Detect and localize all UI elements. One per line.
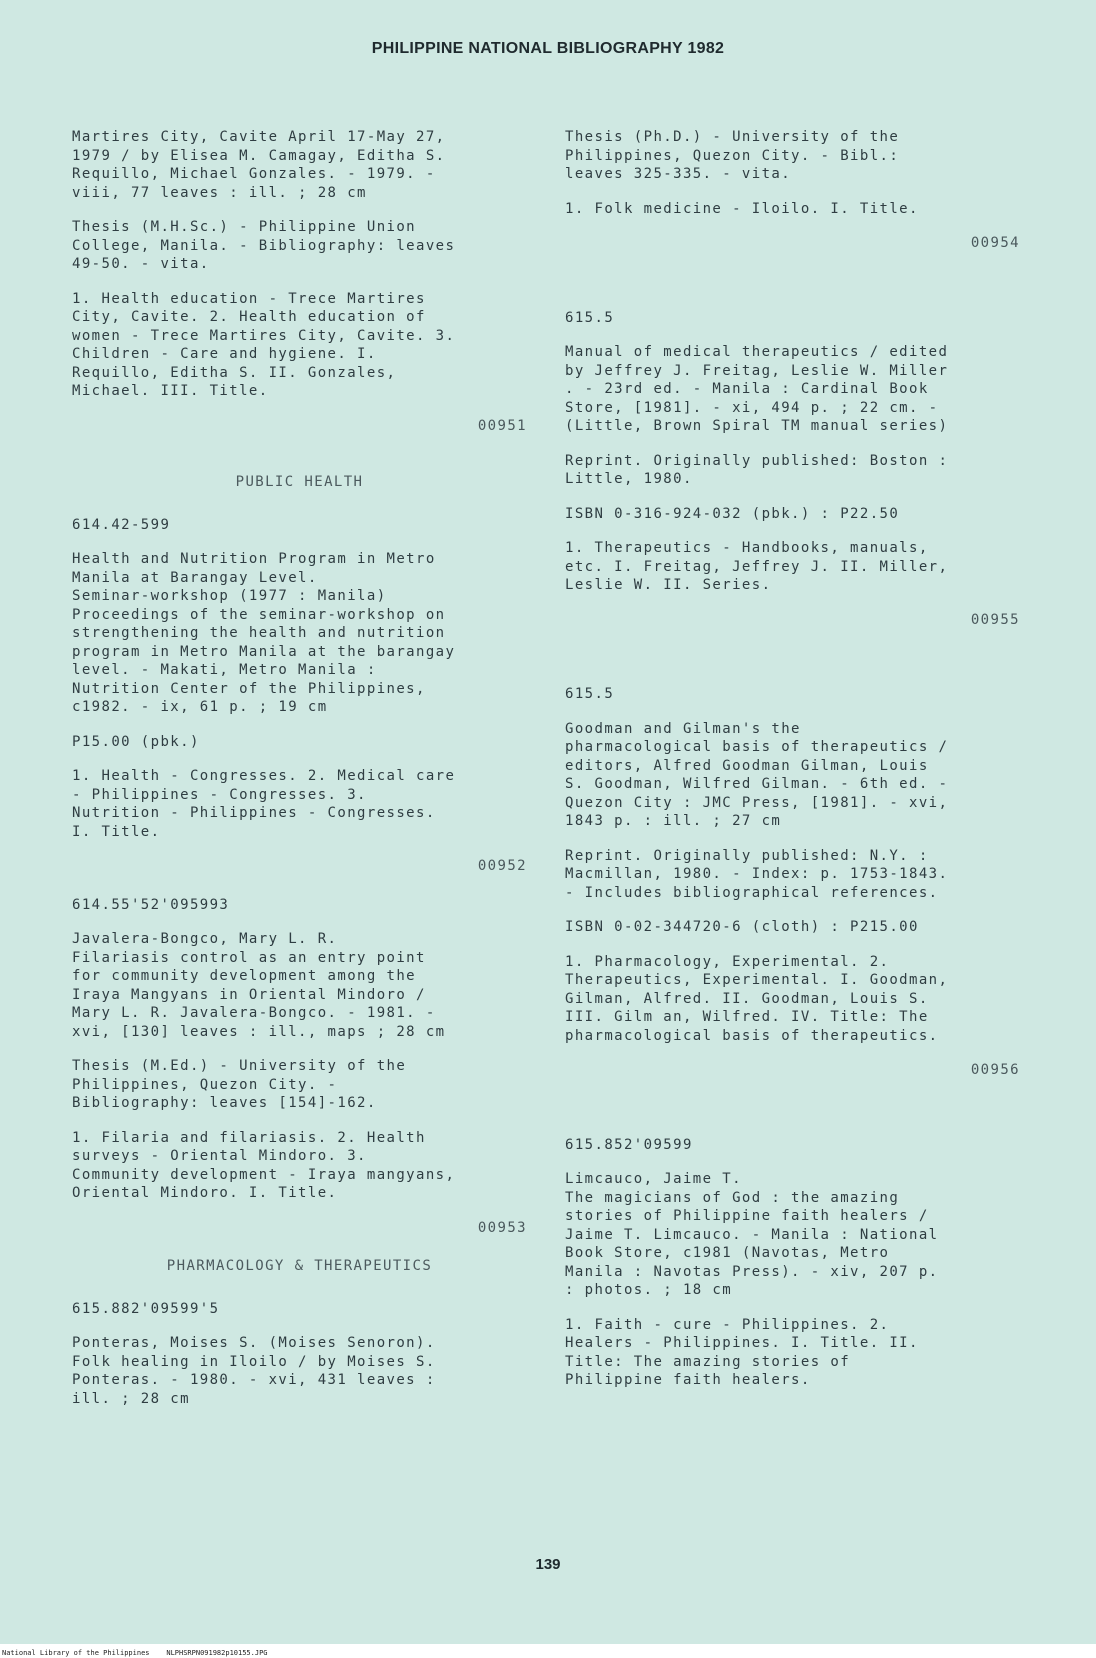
scan-footer-text: National Library of the Philippines NLPHSRPN091982p10155.JPG	[2, 1649, 268, 1657]
entry-body: Health and Nutrition Program in Metro Manila at Barangay Level. Seminar-workshop (1977 : Manila) Proceedings of the seminar-workshop on strengthening the health and nutrition program in Metro Manila at the barangay level. - Makati, Metro Manila : Nutrition Center of the Philippines, c1982. - ix, 61 p. ; 19 cm	[72, 551, 456, 715]
right-column	[565, 128, 1020, 1406]
entry-body: Limcauco, Jaime T. The magicians of God : the amazing stories of Philippine faith healers / Jaime T. Limcauco. - Manila : National Book Store, c1981 (Navotas, Metro Manila : Navotas Press). - xiv, 207 p. : photos. ; 18 cm	[565, 1171, 939, 1298]
class-number: 615.5	[565, 309, 615, 326]
class-number: 615.5	[565, 686, 615, 702]
entry-number: 00955	[970, 611, 1020, 628]
entry-price: P15.00 (pbk.)	[72, 733, 200, 750]
class-number: 615.882'09599'5	[72, 1300, 220, 1317]
section-heading-pharmacology: PHARMACOLOGY & THERAPEUTICS	[166, 1258, 433, 1274]
entry-note: Reprint. Originally published: Boston : Little, 1980.	[565, 452, 949, 487]
entry-thesis-note: Thesis (M.Ed.) - University of the Philippines, Quezon City. - Bibliography: leaves [154]-162.	[72, 1058, 407, 1111]
entry-body: Javalera-Bongco, Mary L. R. Filariasis control as an entry point for community development among the Iraya Mangyans in Oriental Mindoro / Mary L. R. Javalera-Bongco. - 1981. - xvi, [130] leaves : ill., maps ; 28 cm	[72, 931, 446, 1040]
entry-subjects: 1. Filaria and filariasis. 2. Health surveys - Oriental Mindoro. 3. Community development - Iraya mangyans, Oriental Mindoro. I. Title.	[72, 1129, 456, 1201]
page-title: PHILIPPINE NATIONAL BIBLIOGRAPHY 1982	[371, 40, 725, 57]
entry-subjects: 1. Health education - Trece Martires City, Cavite. 2. Health education of women - Trece Martires City, Cavite. 3. Children - Care and hygiene. I. Requillo, Editha S. II. Gonzales, Michael. III. Title.	[72, 290, 456, 399]
entry-number: 00951	[477, 417, 527, 434]
entry-body: Martires City, Cavite April 17-May 27, 1979 / by Elisea M. Camagay, Editha S. Requillo, Michael Gonzales. - 1979. - viii, 77 leaves : ill. ; 28 cm	[72, 129, 446, 201]
entry-isbn: ISBN 0-02-344720-6 (cloth) : P215.00	[565, 919, 919, 935]
class-number: 614.42-599	[72, 516, 171, 533]
entry-number: 00952	[477, 858, 527, 874]
entry-note: Reprint. Originally published: N.Y. : Macmillan, 1980. - Index: p. 1753-1843. - Includes bibliographical references.	[565, 847, 949, 901]
entry-body: Manual of medical therapeutics / edited by Jeffrey J. Freitag, Leslie W. Miller . - 23rd ed. - Manila : Cardinal Book Store, [1981]. - xi, 494 p. ; 22 cm. - (Little, Brown Spiral TM manual series)	[565, 344, 949, 434]
class-number: 614.55'52'095993	[72, 896, 230, 913]
left-column	[72, 128, 527, 1424]
entry-subjects: 1. Pharmacology, Experimental. 2. Therapeutics, Experimental. I. Goodman, Gilman, Alfred. II. Goodman, Louis S. III. Gilm an, Wilfred. IV. Title: The pharmacological basis of therapeutics.	[565, 953, 949, 1044]
entry-thesis-note: Thesis (Ph.D.) - University of the Philippines, Quezon City. - Bibl.: leaves 325-335. - vita.	[565, 129, 900, 182]
entry-body: Ponteras, Moises S. (Moises Senoron). Folk healing in Iloilo / by Moises S. Ponteras. - 1980. - xvi, 431 leaves : ill. ; 28 cm	[72, 1335, 436, 1407]
entry-isbn: ISBN 0-316-924-032 (pbk.) : P22.50	[565, 505, 900, 522]
class-number: 615.852'09599	[565, 1136, 693, 1153]
entry-subjects: 1. Faith - cure - Philippines. 2. Healers - Philippines. I. Title. II. Title: The amazing stories of Philippine faith healers.	[565, 1316, 919, 1388]
entry-subjects: 1. Therapeutics - Handbooks, manuals, etc. I. Freitag, Jeffrey J. II. Miller, Leslie W. II. Series.	[565, 540, 949, 593]
entry-body: Goodman and Gilman's the pharmacological basis of therapeutics / editors, Alfred Goodman Gilman, Louis S. Goodman, Wilfred Gilman. - 6th ed. - Quezon City : JMC Press, [1981]. - xvi, 1843 p. : ill. ; 27 cm	[565, 720, 949, 829]
entry-number: 00953	[477, 1219, 527, 1236]
page-number: 139	[535, 1556, 561, 1573]
scan-footer	[0, 1644, 1096, 1658]
section-heading-public-health: PUBLIC HEALTH	[235, 474, 364, 490]
entry-number: 00956	[970, 1062, 1020, 1078]
entry-thesis-note: Thesis (M.H.Sc.) - Philippine Union College, Manila. - Bibliography: leaves 49-50. - vita.	[72, 219, 456, 272]
entry-subjects: 1. Health - Congresses. 2. Medical care - Philippines - Congresses. 3. Nutrition - Philippines - Congresses. I. Title.	[72, 768, 456, 840]
entry-subjects: 1. Folk medicine - Iloilo. I. Title.	[565, 200, 919, 217]
entry-number: 00954	[970, 235, 1020, 251]
